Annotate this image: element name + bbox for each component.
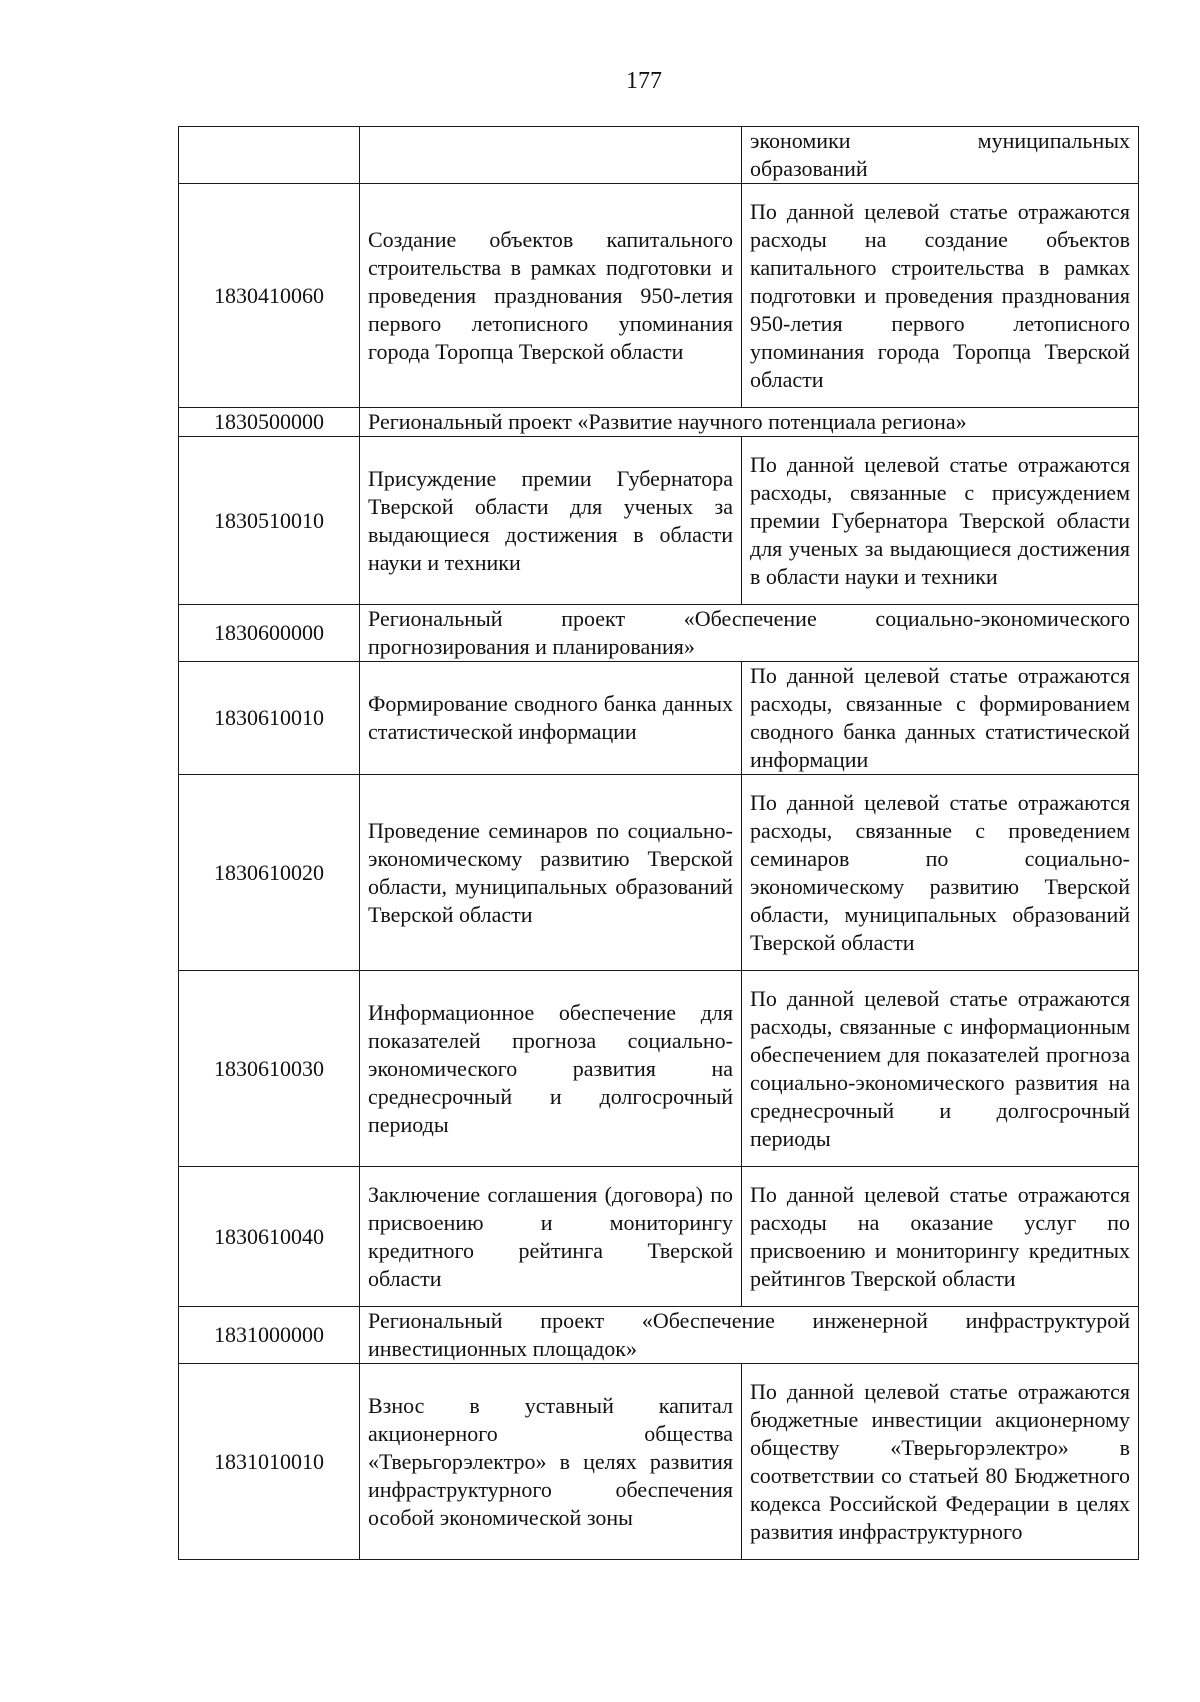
name-cell: Заключение соглашения (договора) по присвоению и мониторингу кредитного рейтинга Тверской области <box>360 1167 742 1307</box>
description-cell: По данной целевой статье отражаются расходы на оказание услуг по присвоению и мониторингу кредитных рейтингов Тверской области <box>742 1167 1139 1307</box>
name-cell: Создание объектов капитального строительства в рамках подготовки и проведения празднования 950-летия первого летописного упоминания города Торопца Тверской области <box>360 184 742 408</box>
project-title-cell: Региональный проект «Развитие научного потенциала региона» <box>360 408 1139 437</box>
code-cell <box>179 127 360 184</box>
name-cell <box>360 127 742 184</box>
project-title-cell: Региональный проект «Обеспечение инженерной инфраструктурой инвестиционных площадок» <box>360 1307 1139 1364</box>
table-row <box>179 775 1139 971</box>
description-cell: По данной целевой статье отражаются бюджетные инвестиции акционерному обществу «Тверьгорэлектро» в соответствии со статьей 80 Бюджетного кодекса Российской Федерации в целях развития инфраструктурного <box>742 1364 1139 1560</box>
code-cell: 1830510010 <box>179 437 360 605</box>
project-row <box>179 605 1139 662</box>
project-row <box>179 1307 1139 1364</box>
table-row <box>179 437 1139 605</box>
code-cell: 1830610010 <box>179 662 360 775</box>
name-cell: Взнос в уставный капитал акционерного общества «Тверьгорэлектро» в целях развития инфраструктурного обеспечения особой экономической зоны <box>360 1364 742 1560</box>
description-cell: По данной целевой статье отражаются расходы, связанные с присуждением премии Губернатора Тверской области для ученых за выдающиеся достижения в области науки и техники <box>742 437 1139 605</box>
description-cell: По данной целевой статье отражаются расходы на создание объектов капитального строительства в рамках подготовки и проведения празднования 950-летия первого летописного упоминания города Торопца Тверской области <box>742 184 1139 408</box>
page-number: 177 <box>626 68 662 94</box>
code-cell: 1830610030 <box>179 971 360 1167</box>
table-row <box>179 1167 1139 1307</box>
table-row <box>179 127 1139 184</box>
table-row <box>179 1364 1139 1560</box>
target-articles-table <box>178 126 1139 1560</box>
code-cell: 1830610040 <box>179 1167 360 1307</box>
name-cell: Формирование сводного банка данных статистической информации <box>360 662 742 775</box>
description-cell: По данной целевой статье отражаются расходы, связанные с формированием сводного банка данных статистической информации <box>742 662 1139 775</box>
name-cell: Присуждение премии Губернатора Тверской области для ученых за выдающиеся достижения в области науки и техники <box>360 437 742 605</box>
table-row <box>179 662 1139 775</box>
table-row <box>179 971 1139 1167</box>
name-cell: Проведение семинаров по социально-экономическому развитию Тверской области, муниципальных образований Тверской области <box>360 775 742 971</box>
code-cell: 1830500000 <box>179 408 360 437</box>
description-cell: По данной целевой статье отражаются расходы, связанные с информационным обеспечением для показателей прогноза социально-экономического развития на среднесрочный и долгосрочный периоды <box>742 971 1139 1167</box>
description-cell: экономики муниципальных образований <box>742 127 1139 184</box>
code-cell: 1830410060 <box>179 184 360 408</box>
project-row <box>179 408 1139 437</box>
table-row <box>179 184 1139 408</box>
project-title-cell: Региональный проект «Обеспечение социально-экономического прогнозирования и планирования» <box>360 605 1139 662</box>
code-cell: 1831000000 <box>179 1307 360 1364</box>
code-cell: 1830610020 <box>179 775 360 971</box>
code-cell: 1830600000 <box>179 605 360 662</box>
description-cell: По данной целевой статье отражаются расходы, связанные с проведением семинаров по социально-экономическому развитию Тверской области, муниципальных образований Тверской области <box>742 775 1139 971</box>
name-cell: Информационное обеспечение для показателей прогноза социально-экономического развития на среднесрочный и долгосрочный периоды <box>360 971 742 1167</box>
code-cell: 1831010010 <box>179 1364 360 1560</box>
